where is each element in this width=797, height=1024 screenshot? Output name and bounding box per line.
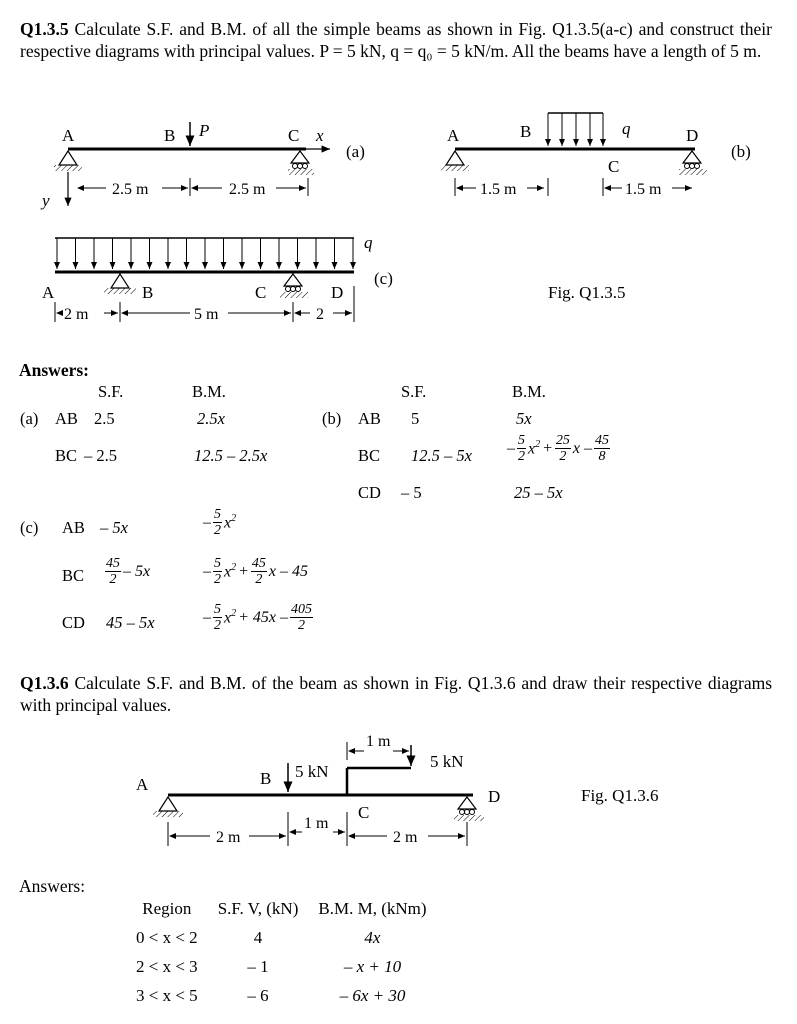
arm-dim-label: 1 m: [366, 733, 391, 750]
answer-tag-c: (c): [20, 518, 39, 537]
answers-table-136: [126, 894, 437, 1010]
sf-ab: 5: [411, 409, 420, 428]
roller-support-d: [458, 797, 476, 809]
figure-caption-135: Fig. Q1.3.5: [548, 283, 626, 302]
load-1-label: 5 kN: [295, 762, 329, 781]
answer-tag-a: (a): [20, 409, 39, 428]
dim-3: 2 m: [393, 829, 418, 846]
table-row: [126, 981, 437, 1010]
bm-bc: 12.5 – 2.5x: [194, 446, 268, 465]
pin-support-b: [111, 274, 129, 288]
figure-tag-b: (b): [731, 142, 751, 161]
dim-2: 1 m: [304, 815, 329, 832]
bm-cd: – $\frac{5}{2}$ $x^2$ + 45x – $\frac{405}{2}$: [203, 602, 313, 633]
dim-b-1: 1.5 m: [480, 181, 517, 198]
dim-c-3: 2: [316, 306, 324, 323]
label-q: q: [364, 233, 373, 252]
table-cell: – x + 10: [343, 956, 402, 976]
sf-ab: – 5x: [100, 518, 128, 537]
table-cell: – 1: [247, 956, 269, 976]
bm-header-a: B.M.: [192, 382, 226, 401]
sf-bc: – 2.5: [84, 446, 117, 465]
bm-bc: – $\frac{5}{2}$ $x^2$ + $\frac{25}{2}$ x – $\frac{45}{8}$: [507, 433, 610, 464]
label-d: D: [488, 787, 501, 806]
table-header: Region: [142, 898, 192, 918]
bm-ab: 2.5x: [197, 409, 225, 428]
label-p: P: [199, 121, 210, 140]
label-x: x: [316, 126, 324, 145]
figure-b: [441, 113, 751, 198]
table-cell: 4: [253, 927, 263, 947]
pin-support-a: [59, 151, 77, 165]
roller-support-d: [683, 151, 701, 163]
label-d: D: [686, 126, 699, 145]
load-2-label: 5 kN: [430, 752, 464, 771]
roller-support-c: [284, 274, 302, 286]
figure-tag-a: (a): [346, 142, 365, 161]
figure-tag-c: (c): [374, 269, 393, 288]
label-d: D: [331, 283, 344, 302]
table-row: [126, 923, 437, 952]
question-text: Calculate S.F. and B.M. of the beam as shown in Fig. Q1.3.6 and draw their respective diagrams with principal values.: [20, 673, 773, 715]
question-text: Calculate S.F. and B.M. of all the simple beams as shown in Fig. Q1.3.5(a-c) and construct their respective diagrams with principal values. P = 5 kN, q = q₀ = 5 kN/m. All the beams have a length of 5 m.: [20, 19, 772, 61]
dim-c-2: 5 m: [194, 306, 219, 323]
label-b: B: [260, 769, 272, 788]
dim-a-1: 2.5 m: [112, 181, 149, 198]
label-b: B: [164, 126, 176, 145]
label-c: C: [358, 803, 370, 822]
sf-header-b: S.F.: [401, 382, 427, 401]
question-id: Q1.3.6: [20, 673, 69, 693]
sf-ab: 2.5: [94, 409, 115, 428]
table-cell: 3 < x < 5: [136, 985, 198, 1005]
table-header: S.F. V, (kN): [217, 898, 299, 918]
pin-support-a: [159, 797, 177, 811]
question-id: Q1.3.5: [20, 19, 69, 39]
figure-q136: [136, 733, 500, 846]
label-b: B: [520, 122, 532, 141]
bm-cd: 25 – 5x: [514, 483, 563, 502]
sf-cd: 45 – 5x: [106, 613, 155, 632]
segment-bc: BC: [62, 566, 85, 585]
table-cell: 4x: [364, 927, 381, 947]
label-a: A: [136, 775, 149, 794]
table-header: B.M. M, (kNm): [318, 898, 427, 918]
answers-title: Answers:: [19, 360, 89, 380]
label-c: C: [608, 157, 620, 176]
label-c: C: [288, 126, 300, 145]
roller-support-c: [291, 151, 309, 163]
dim-a-2: 2.5 m: [229, 181, 266, 198]
answers-title-136: Answers:: [19, 876, 86, 896]
label-c: C: [255, 283, 267, 302]
label-y: y: [42, 191, 50, 210]
figure-a: [40, 121, 365, 210]
answer-tag-b: (b): [322, 409, 342, 428]
segment-ab: AB: [358, 409, 381, 428]
figure-c: [42, 233, 393, 323]
sf-header-a: S.F.: [98, 382, 124, 401]
table-cell: 0 < x < 2: [136, 927, 198, 947]
dim-1: 2 m: [216, 829, 241, 846]
sf-cd: – 5: [401, 483, 422, 502]
pin-support-b: [446, 151, 464, 165]
segment-cd: CD: [62, 613, 85, 632]
label-a: A: [447, 126, 460, 145]
bm-ab: 5x: [516, 409, 532, 428]
table-cell: – 6x + 30: [339, 985, 406, 1005]
bm-bc: – $\frac{5}{2}$ $x^2$ + $\frac{45}{2}$ x – 45: [203, 556, 309, 587]
segment-ab: AB: [55, 409, 78, 428]
bm-ab: – $\frac{5}{2}$ $x^2$: [203, 507, 237, 538]
table-row: [126, 952, 437, 981]
sf-bc: $\frac{45}{2}$ – 5x: [106, 556, 151, 587]
segment-bc: BC: [358, 446, 381, 465]
table-cell: 2 < x < 3: [136, 956, 198, 976]
dim-c-1: 2 m: [64, 306, 89, 323]
label-b: B: [142, 283, 154, 302]
segment-ab: AB: [62, 518, 85, 537]
label-q: q: [622, 119, 631, 138]
bm-header-b: B.M.: [512, 382, 546, 401]
question-1-3-6: [20, 672, 772, 716]
figure-caption-136: Fig. Q1.3.6: [581, 786, 659, 805]
table-cell: – 6: [247, 985, 269, 1005]
sf-bc: 12.5 – 5x: [411, 446, 472, 465]
segment-bc: BC: [55, 446, 78, 465]
segment-cd: CD: [358, 483, 381, 502]
dim-b-2: 1.5 m: [625, 181, 662, 198]
label-a: A: [42, 283, 55, 302]
label-a: A: [62, 126, 75, 145]
